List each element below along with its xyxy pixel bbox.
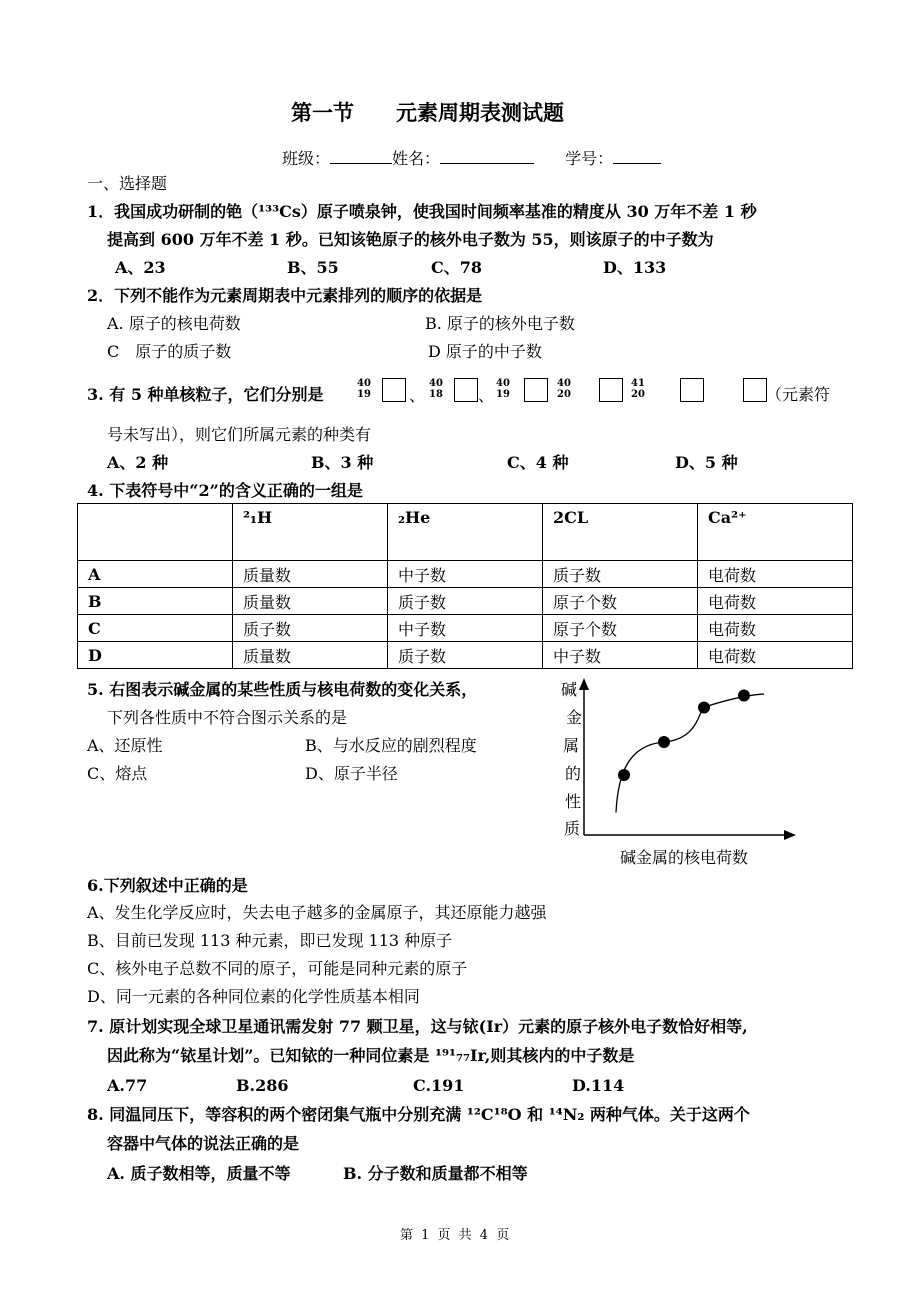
- table-header-cell: [78, 504, 233, 561]
- q1-line1: 1．我国成功研制的铯（¹³³Cs）原子喷泉钟，使我国时间频率基准的精度从 30 万年不差 1 秒: [87, 202, 757, 221]
- page-title: 第一节 元素周期表测试题: [291, 100, 564, 125]
- q2-option-a[interactable]: A. 原子的核电荷数: [107, 314, 241, 333]
- table-header-cell: 2CL: [543, 504, 698, 561]
- table-cell: 中子数: [543, 642, 698, 669]
- q8-option-a[interactable]: A. 质子数相等，质量不等: [107, 1164, 291, 1183]
- chart-ylabel-char: 的: [565, 764, 582, 783]
- table-cell: 原子个数: [543, 615, 698, 642]
- section-heading: 一、选择题: [87, 174, 168, 193]
- q4-stem: 4. 下表符号中“2”的含义正确的一组是: [87, 481, 363, 500]
- chart-ylabel-char: 碱: [561, 680, 578, 699]
- isotope-4: 40 20: [557, 378, 571, 400]
- table-cell: 质子数: [233, 615, 388, 642]
- table-cell: A: [78, 561, 233, 588]
- element-symbol-box-1[interactable]: [382, 378, 406, 402]
- q3-option-b[interactable]: B、3 种: [311, 453, 374, 472]
- element-symbol-box-3[interactable]: [524, 378, 548, 402]
- q8-line1: 8. 同温同压下，等容积的两个密闭集气瓶中分别充满 ¹²C¹⁸O 和 ¹⁴N₂ 两种气体。关于这两个: [87, 1105, 750, 1124]
- class-field: [282, 147, 661, 169]
- table-header-cell: ₂He: [388, 504, 543, 561]
- q3-option-a[interactable]: A、2 种: [107, 453, 169, 472]
- q5-option-c[interactable]: C、熔点: [87, 764, 148, 783]
- page-footer: 第 1 页 共 4 页: [400, 1228, 512, 1243]
- table-cell: 中子数: [388, 561, 543, 588]
- q2-option-d[interactable]: D 原子的中子数: [428, 342, 542, 361]
- q7-option-b[interactable]: B.286: [236, 1076, 289, 1095]
- name-label: 姓名：: [392, 149, 441, 168]
- q8-line2: 容器中气体的说法正确的是: [107, 1134, 300, 1153]
- table-cell: 原子个数: [543, 588, 698, 615]
- isotope-1: 40 19: [357, 378, 371, 400]
- chart-ylabel-char: 金: [566, 708, 583, 727]
- chart-y-arrow: [579, 678, 589, 690]
- id-blank[interactable]: [613, 147, 661, 164]
- chart-x-arrow: [784, 830, 796, 840]
- element-symbol-box-2[interactable]: [454, 378, 478, 402]
- q3-line2: 号未写出），则它们所属元素的种类有: [107, 425, 372, 444]
- isotope-5: 41 20: [631, 378, 645, 400]
- chart-data-point: [618, 769, 630, 781]
- q8-option-b[interactable]: B. 分子数和质量都不相等: [343, 1164, 528, 1183]
- q6-option-a[interactable]: A、发生化学反应时，失去电子越多的金属原子，其还原能力越强: [87, 903, 547, 922]
- table-cell: B: [78, 588, 233, 615]
- table-cell: C: [78, 615, 233, 642]
- q3-option-d[interactable]: D、5 种: [675, 453, 738, 472]
- q3-tail: （元素符: [766, 385, 831, 404]
- id-label: 学号：: [565, 149, 614, 168]
- isotope-2: 40 18: [429, 378, 443, 400]
- q5-option-b[interactable]: B、与水反应的剧烈程度: [305, 736, 477, 755]
- chart-ylabel-char: 属: [563, 736, 580, 755]
- q2-stem: 2．下列不能作为元素周期表中元素排列的顺序的依据是: [87, 286, 483, 305]
- table-cell: 质子数: [543, 561, 698, 588]
- q5-option-a[interactable]: A、还原性: [87, 736, 163, 755]
- element-symbol-box-6[interactable]: [743, 378, 767, 402]
- q1-option-d[interactable]: D、133: [603, 258, 667, 277]
- q5-option-d[interactable]: D、原子半径: [305, 764, 398, 783]
- name-blank[interactable]: [440, 147, 534, 164]
- class-blank[interactable]: [330, 147, 392, 164]
- table-header-cell: Ca²⁺: [698, 504, 853, 561]
- table-cell: 中子数: [388, 615, 543, 642]
- class-label: 班级：: [282, 149, 331, 168]
- chart-data-point: [698, 702, 710, 714]
- chart-xlabel: 碱金属的核电荷数: [620, 848, 749, 867]
- table-cell: 质子数: [388, 642, 543, 669]
- element-symbol-box-4[interactable]: [599, 378, 623, 402]
- table-cell: D: [78, 642, 233, 669]
- table-cell: 质子数: [388, 588, 543, 615]
- table-cell: 质量数: [233, 561, 388, 588]
- table-row[interactable]: [78, 588, 853, 615]
- table-cell: 电荷数: [698, 588, 853, 615]
- q1-option-b[interactable]: B、55: [287, 258, 339, 277]
- q7-option-d[interactable]: D.114: [572, 1076, 625, 1095]
- chart-data-point: [658, 736, 670, 748]
- q2-option-b[interactable]: B. 原子的核外电子数: [425, 314, 575, 333]
- q7-option-c[interactable]: C.191: [413, 1076, 465, 1095]
- isotope-3: 40 19: [496, 378, 510, 400]
- q7-line1: 7. 原计划实现全球卫星通讯需发射 77 颗卫星，这与铱(Ir）元素的原子核外电子数恰好相等,: [87, 1017, 748, 1036]
- table-cell: 电荷数: [698, 642, 853, 669]
- q5-line1: 5. 右图表示碱金属的某些性质与核电荷数的变化关系，: [87, 680, 478, 699]
- q3-separator: 、: [478, 386, 495, 405]
- q7-option-a[interactable]: A.77: [107, 1076, 148, 1095]
- q3-stem: 3. 有 5 种单核粒子，它们分别是: [87, 385, 324, 404]
- table-row[interactable]: [78, 615, 853, 642]
- q4-table: [77, 503, 853, 669]
- q3-separator: 、: [409, 386, 426, 405]
- table-row[interactable]: [78, 561, 853, 588]
- chart-trend-curve: [616, 694, 764, 813]
- q6-option-c[interactable]: C、核外电子总数不同的原子，可能是同种元素的原子: [87, 959, 468, 978]
- q1-option-c[interactable]: C、78: [431, 258, 483, 277]
- q5-line2: 下列各性质中不符合图示关系的是: [107, 708, 348, 727]
- q6-option-b[interactable]: B、目前已发现 113 种元素，即已发现 113 种原子: [87, 931, 453, 950]
- q1-line2: 提高到 600 万年不差 1 秒。已知该铯原子的核外电子数为 55，则该原子的中子数为: [107, 230, 714, 249]
- chart-data-point: [738, 690, 750, 702]
- chart-ylabel-char: 性: [565, 792, 582, 811]
- table-cell: 电荷数: [698, 561, 853, 588]
- table-cell: 质量数: [233, 642, 388, 669]
- q7-line2: 因此称为“铱星计划”。已知铱的一种同位素是 ¹⁹¹₇₇Ir,则其核内的中子数是: [107, 1046, 635, 1065]
- element-symbol-box-5[interactable]: [680, 378, 704, 402]
- q6-stem: 6.下列叙述中正确的是: [87, 876, 248, 895]
- q2-option-c[interactable]: C 原子的质子数: [107, 342, 232, 361]
- table-cell: 质量数: [233, 588, 388, 615]
- q1-option-a[interactable]: A、23: [115, 258, 166, 277]
- chart-ylabel-char: 质: [564, 819, 581, 838]
- table-header-cell: ²₁H: [233, 504, 388, 561]
- alkali-metal-chart: [578, 672, 800, 844]
- q3-option-c[interactable]: C、4 种: [507, 453, 569, 472]
- table-cell: 电荷数: [698, 615, 853, 642]
- table-row[interactable]: [78, 642, 853, 669]
- q6-option-d[interactable]: D、同一元素的各种同位素的化学性质基本相同: [87, 987, 420, 1006]
